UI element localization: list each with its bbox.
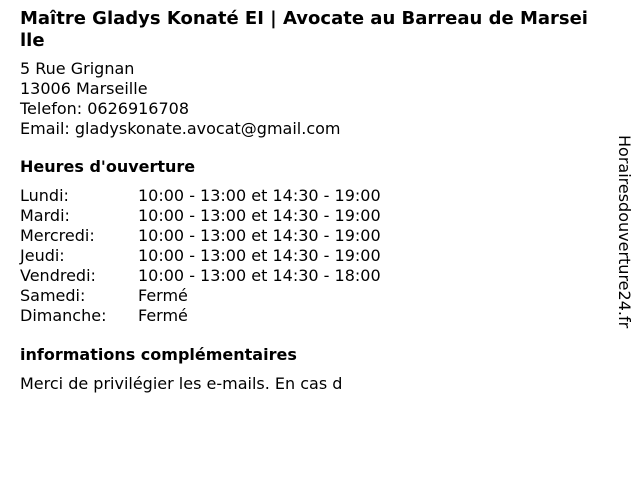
day-hours: 10:00 - 13:00 et 14:30 - 19:00 bbox=[138, 186, 381, 205]
business-card bbox=[20, 8, 590, 394]
address-city: 13006 Marseille bbox=[20, 79, 148, 98]
day-label: Mardi: bbox=[20, 206, 70, 225]
opening-hours-table bbox=[20, 186, 381, 326]
hours-row-tuesday bbox=[20, 206, 381, 226]
day-hours: 10:00 - 13:00 et 14:30 - 19:00 bbox=[138, 206, 381, 225]
phone-line: Telefon: 0626916708 bbox=[20, 99, 190, 118]
site-watermark: Horairesdouverture24.fr bbox=[615, 135, 634, 329]
day-label: Mercredi: bbox=[20, 226, 95, 245]
hours-row-sunday bbox=[20, 306, 381, 326]
hours-row-wednesday bbox=[20, 226, 381, 246]
info-text: Merci de privilégier les e-mails. En cas d bbox=[20, 374, 343, 393]
address-block bbox=[20, 59, 590, 139]
email-line: Email: gladyskonate.avocat@gmail.com bbox=[20, 119, 341, 138]
day-hours: 10:00 - 13:00 et 14:30 - 19:00 bbox=[138, 226, 381, 245]
day-hours: 10:00 - 13:00 et 14:30 - 18:00 bbox=[138, 266, 381, 285]
day-hours: 10:00 - 13:00 et 14:30 - 19:00 bbox=[138, 246, 381, 265]
info-heading: informations complémentaires bbox=[20, 345, 297, 364]
day-label: Jeudi: bbox=[20, 246, 65, 265]
day-label: Dimanche: bbox=[20, 306, 107, 325]
hours-row-monday bbox=[20, 186, 381, 206]
day-label: Lundi: bbox=[20, 186, 69, 205]
day-label: Vendredi: bbox=[20, 266, 96, 285]
address-street: 5 Rue Grignan bbox=[20, 59, 135, 78]
day-label: Samedi: bbox=[20, 286, 86, 305]
hours-row-thursday bbox=[20, 246, 381, 266]
business-title: Maître Gladys Konaté EI | Avocate au Barreau de Marseille bbox=[20, 8, 588, 51]
day-hours: Fermé bbox=[138, 306, 188, 325]
hours-heading: Heures d'ouverture bbox=[20, 157, 196, 176]
hours-row-friday bbox=[20, 266, 381, 286]
day-hours: Fermé bbox=[138, 286, 188, 305]
hours-row-saturday bbox=[20, 286, 381, 306]
